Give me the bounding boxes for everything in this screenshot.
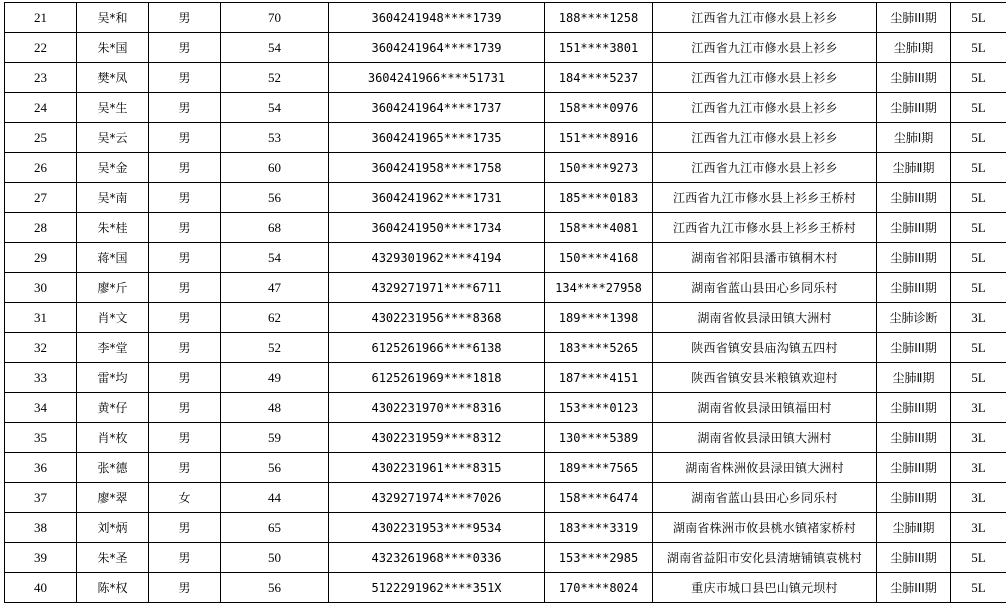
volume-cell: 5L: [951, 63, 1006, 93]
table-row: [5, 363, 1006, 393]
name-cell: 陈*权: [77, 573, 149, 603]
row-number-cell: 27: [5, 183, 77, 213]
diagnosis-cell: 尘肺III期: [877, 483, 951, 513]
address-cell: 湖南省益阳市安化县清塘铺镇袁桃村: [653, 543, 877, 573]
table-row: [5, 543, 1006, 573]
row-number-cell: 32: [5, 333, 77, 363]
diagnosis-cell: 尘肺III期: [877, 243, 951, 273]
name-cell: 朱*圣: [77, 543, 149, 573]
sex-cell: 男: [149, 33, 221, 63]
volume-cell: 5L: [951, 153, 1006, 183]
id-number-cell: 4302231953****9534: [329, 513, 545, 543]
volume-cell: 5L: [951, 243, 1006, 273]
table-body: [5, 3, 1006, 603]
sex-cell: 男: [149, 63, 221, 93]
address-cell: 江西省九江市修水县上衫乡: [653, 3, 877, 33]
volume-cell: 3L: [951, 453, 1006, 483]
address-cell: 湖南省蓝山县田心乡同乐村: [653, 483, 877, 513]
phone-cell: 183****3319: [545, 513, 653, 543]
phone-cell: 187****4151: [545, 363, 653, 393]
id-number-cell: 6125261969****1818: [329, 363, 545, 393]
sex-cell: 男: [149, 303, 221, 333]
volume-cell: 5L: [951, 273, 1006, 303]
age-cell: 65: [221, 513, 329, 543]
sex-cell: 男: [149, 123, 221, 153]
phone-cell: 170****8024: [545, 573, 653, 603]
id-number-cell: 4302231956****8368: [329, 303, 545, 333]
age-cell: 54: [221, 93, 329, 123]
age-cell: 70: [221, 3, 329, 33]
age-cell: 62: [221, 303, 329, 333]
phone-cell: 150****9273: [545, 153, 653, 183]
id-number-cell: 4302231970****8316: [329, 393, 545, 423]
volume-cell: 3L: [951, 393, 1006, 423]
age-cell: 49: [221, 363, 329, 393]
row-number-cell: 29: [5, 243, 77, 273]
address-cell: 江西省九江市修水县上衫乡: [653, 153, 877, 183]
sex-cell: 男: [149, 543, 221, 573]
phone-cell: 153****0123: [545, 393, 653, 423]
row-number-cell: 24: [5, 93, 77, 123]
diagnosis-cell: 尘肺III期: [877, 213, 951, 243]
sex-cell: 男: [149, 213, 221, 243]
diagnosis-cell: 尘肺Ⅰ期: [877, 123, 951, 153]
diagnosis-cell: 尘肺III期: [877, 453, 951, 483]
volume-cell: 3L: [951, 483, 1006, 513]
volume-cell: 5L: [951, 93, 1006, 123]
table-row: [5, 483, 1006, 513]
phone-cell: 184****5237: [545, 63, 653, 93]
sex-cell: 男: [149, 573, 221, 603]
sex-cell: 男: [149, 513, 221, 543]
row-number-cell: 34: [5, 393, 77, 423]
id-number-cell: 3604241964****1737: [329, 93, 545, 123]
volume-cell: 3L: [951, 303, 1006, 333]
phone-cell: 189****1398: [545, 303, 653, 333]
table-row: [5, 213, 1006, 243]
name-cell: 朱*国: [77, 33, 149, 63]
address-cell: 重庆市城口县巴山镇元坝村: [653, 573, 877, 603]
row-number-cell: 31: [5, 303, 77, 333]
diagnosis-cell: 尘肺Ⅱ期: [877, 513, 951, 543]
row-number-cell: 22: [5, 33, 77, 63]
phone-cell: 134****27958: [545, 273, 653, 303]
table-row: [5, 153, 1006, 183]
id-number-cell: 3604241948****1739: [329, 3, 545, 33]
id-number-cell: 4329271974****7026: [329, 483, 545, 513]
age-cell: 59: [221, 423, 329, 453]
row-number-cell: 25: [5, 123, 77, 153]
address-cell: 陕西省镇安县庙沟镇五四村: [653, 333, 877, 363]
sex-cell: 男: [149, 363, 221, 393]
table-row: [5, 333, 1006, 363]
name-cell: 黄*仔: [77, 393, 149, 423]
row-number-cell: 23: [5, 63, 77, 93]
row-number-cell: 30: [5, 273, 77, 303]
age-cell: 52: [221, 333, 329, 363]
name-cell: 刘*炳: [77, 513, 149, 543]
age-cell: 56: [221, 183, 329, 213]
volume-cell: 5L: [951, 543, 1006, 573]
address-cell: 江西省九江市修水县上衫乡: [653, 93, 877, 123]
diagnosis-cell: 尘肺诊断: [877, 303, 951, 333]
sex-cell: 男: [149, 393, 221, 423]
volume-cell: 5L: [951, 3, 1006, 33]
phone-cell: 185****0183: [545, 183, 653, 213]
name-cell: 廖*翠: [77, 483, 149, 513]
sex-cell: 男: [149, 333, 221, 363]
name-cell: 吴*南: [77, 183, 149, 213]
row-number-cell: 26: [5, 153, 77, 183]
age-cell: 56: [221, 453, 329, 483]
volume-cell: 5L: [951, 333, 1006, 363]
address-cell: 江西省九江市修水县上衫乡王桥村: [653, 213, 877, 243]
table-row: [5, 513, 1006, 543]
table-row: [5, 63, 1006, 93]
id-number-cell: 3604241958****1758: [329, 153, 545, 183]
diagnosis-cell: 尘肺III期: [877, 63, 951, 93]
phone-cell: 153****2985: [545, 543, 653, 573]
name-cell: 吴*云: [77, 123, 149, 153]
row-number-cell: 38: [5, 513, 77, 543]
id-number-cell: 4329271971****6711: [329, 273, 545, 303]
id-number-cell: 4329301962****4194: [329, 243, 545, 273]
diagnosis-cell: 尘肺III期: [877, 183, 951, 213]
sex-cell: 男: [149, 183, 221, 213]
volume-cell: 5L: [951, 213, 1006, 243]
volume-cell: 5L: [951, 363, 1006, 393]
phone-cell: 151****8916: [545, 123, 653, 153]
volume-cell: 3L: [951, 513, 1006, 543]
name-cell: 张*德: [77, 453, 149, 483]
row-number-cell: 37: [5, 483, 77, 513]
volume-cell: 5L: [951, 33, 1006, 63]
age-cell: 68: [221, 213, 329, 243]
name-cell: 樊*凤: [77, 63, 149, 93]
id-number-cell: 4302231961****8315: [329, 453, 545, 483]
volume-cell: 5L: [951, 123, 1006, 153]
name-cell: 蒋*国: [77, 243, 149, 273]
sex-cell: 男: [149, 243, 221, 273]
name-cell: 雷*均: [77, 363, 149, 393]
table-row: [5, 243, 1006, 273]
address-cell: 湖南省株洲攸县渌田镇大洲村: [653, 453, 877, 483]
id-number-cell: 3604241964****1739: [329, 33, 545, 63]
address-cell: 湖南省株洲市攸县桃水镇褚家桥村: [653, 513, 877, 543]
name-cell: 李*堂: [77, 333, 149, 363]
address-cell: 湖南省蓝山县田心乡同乐村: [653, 273, 877, 303]
address-cell: 江西省九江市修水县上衫乡王桥村: [653, 183, 877, 213]
phone-cell: 158****6474: [545, 483, 653, 513]
address-cell: 江西省九江市修水县上衫乡: [653, 33, 877, 63]
age-cell: 47: [221, 273, 329, 303]
age-cell: 54: [221, 243, 329, 273]
table-row: [5, 93, 1006, 123]
sex-cell: 男: [149, 93, 221, 123]
phone-cell: 158****4081: [545, 213, 653, 243]
volume-cell: 5L: [951, 183, 1006, 213]
name-cell: 朱*桂: [77, 213, 149, 243]
age-cell: 50: [221, 543, 329, 573]
table-row: [5, 183, 1006, 213]
table-row: [5, 393, 1006, 423]
volume-cell: 5L: [951, 573, 1006, 603]
name-cell: 肖*文: [77, 303, 149, 333]
age-cell: 52: [221, 63, 329, 93]
diagnosis-cell: 尘肺III期: [877, 273, 951, 303]
id-number-cell: 3604241962****1731: [329, 183, 545, 213]
row-number-cell: 28: [5, 213, 77, 243]
row-number-cell: 35: [5, 423, 77, 453]
table-row: [5, 33, 1006, 63]
sex-cell: 男: [149, 153, 221, 183]
name-cell: 肖*枚: [77, 423, 149, 453]
age-cell: 56: [221, 573, 329, 603]
sex-cell: 女: [149, 483, 221, 513]
phone-cell: 189****7565: [545, 453, 653, 483]
id-number-cell: 5122291962****351X: [329, 573, 545, 603]
sex-cell: 男: [149, 273, 221, 303]
diagnosis-cell: 尘肺III期: [877, 93, 951, 123]
id-number-cell: 3604241950****1734: [329, 213, 545, 243]
diagnosis-cell: 尘肺Ⅰ期: [877, 33, 951, 63]
volume-cell: 3L: [951, 423, 1006, 453]
id-number-cell: 3604241965****1735: [329, 123, 545, 153]
diagnosis-cell: 尘肺Ⅱ期: [877, 153, 951, 183]
diagnosis-cell: 尘肺III期: [877, 333, 951, 363]
age-cell: 54: [221, 33, 329, 63]
name-cell: 廖*斤: [77, 273, 149, 303]
row-number-cell: 21: [5, 3, 77, 33]
phone-cell: 158****0976: [545, 93, 653, 123]
diagnosis-cell: 尘肺III期: [877, 393, 951, 423]
phone-cell: 130****5389: [545, 423, 653, 453]
sex-cell: 男: [149, 3, 221, 33]
address-cell: 陕西省镇安县米粮镇欢迎村: [653, 363, 877, 393]
address-cell: 江西省九江市修水县上衫乡: [653, 63, 877, 93]
id-number-cell: 4302231959****8312: [329, 423, 545, 453]
age-cell: 44: [221, 483, 329, 513]
address-cell: 湖南省攸县渌田镇大洲村: [653, 423, 877, 453]
diagnosis-cell: 尘肺Ⅱ期: [877, 363, 951, 393]
diagnosis-cell: 尘肺III期: [877, 3, 951, 33]
row-number-cell: 39: [5, 543, 77, 573]
phone-cell: 188****1258: [545, 3, 653, 33]
diagnosis-cell: 尘肺III期: [877, 573, 951, 603]
age-cell: 60: [221, 153, 329, 183]
age-cell: 53: [221, 123, 329, 153]
table-row: [5, 273, 1006, 303]
row-number-cell: 36: [5, 453, 77, 483]
age-cell: 48: [221, 393, 329, 423]
address-cell: 江西省九江市修水县上衫乡: [653, 123, 877, 153]
row-number-cell: 40: [5, 573, 77, 603]
id-number-cell: 3604241966****51731: [329, 63, 545, 93]
table-row: [5, 123, 1006, 153]
address-cell: 湖南省攸县渌田镇福田村: [653, 393, 877, 423]
table-row: [5, 303, 1006, 333]
row-number-cell: 33: [5, 363, 77, 393]
table-row: [5, 3, 1006, 33]
table-row: [5, 573, 1006, 603]
id-number-cell: 4323261968****0336: [329, 543, 545, 573]
phone-cell: 150****4168: [545, 243, 653, 273]
id-number-cell: 6125261966****6138: [329, 333, 545, 363]
sex-cell: 男: [149, 423, 221, 453]
name-cell: 吴*金: [77, 153, 149, 183]
phone-cell: 151****3801: [545, 33, 653, 63]
phone-cell: 183****5265: [545, 333, 653, 363]
name-cell: 吴*和: [77, 3, 149, 33]
name-cell: 吴*生: [77, 93, 149, 123]
diagnosis-cell: 尘肺III期: [877, 543, 951, 573]
table-row: [5, 453, 1006, 483]
address-cell: 湖南省攸县渌田镇大洲村: [653, 303, 877, 333]
sex-cell: 男: [149, 453, 221, 483]
patient-table: [4, 2, 1006, 603]
diagnosis-cell: 尘肺III期: [877, 423, 951, 453]
table-row: [5, 423, 1006, 453]
address-cell: 湖南省祁阳县潘市镇桐木村: [653, 243, 877, 273]
